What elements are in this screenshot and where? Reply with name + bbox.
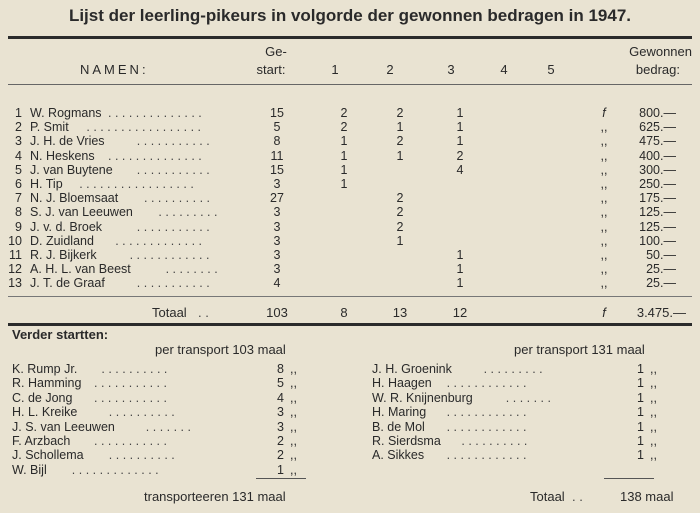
leader-dots: . . . . . . . . . . [108,448,175,463]
total-amount: 3.475.— [636,305,686,320]
amount-cell: 625.— [639,120,676,135]
start-count: 1 [637,362,644,376]
starter-name: C. de Jong [12,390,73,405]
starter-name: R. Sierdsma [372,434,441,448]
table-row [0,177,700,192]
gestart-cell: 3 [273,177,281,191]
col2-cell: 1 [396,120,404,135]
gestart-cell: 11 [270,148,284,163]
pikeur-name: J. T. de Graaf [30,276,105,291]
namen-header: NAMEN: [80,62,149,77]
gestart-cell: 5 [273,120,281,135]
col4-header: 4 [500,62,508,77]
leader-dots: . . . . . . . . . . [144,191,210,206]
start-count: 1 [637,448,644,463]
start-count: 1 [637,376,644,391]
list-item [0,448,700,463]
title-rule [8,36,692,39]
amount-cell: 250.— [639,177,676,191]
leader-dots: . . . . . . . . . . [108,405,175,420]
pikeur-name: S. J. van Leeuwen [30,205,133,220]
start-count: 1 [277,462,284,477]
col1-cell: 2 [340,120,348,135]
rank-number: 10 [8,233,22,248]
leader-dots: . . . . . . . . . . . . [446,376,527,391]
col3-cell: 1 [456,134,464,149]
table-row [0,248,700,263]
starter-name: B. de Mol [372,419,425,434]
col3-cell: 2 [456,148,464,163]
gewonnen-header-line1: Gewonnen [629,44,692,59]
leader-dots: . . . . . . . . . . . . . [115,233,203,248]
start-count: 8 [277,362,284,376]
ditto-mark: ,, [650,448,657,463]
leader-dots: . . . . . . . . . [483,362,543,376]
table-row [0,234,700,249]
left-footer: transporteeren 131 maal [144,489,286,504]
ditto-mark: ,, [290,405,297,420]
list-item [0,362,700,377]
amount-cell: 25.— [646,262,676,277]
total-dots: . . [198,305,209,320]
col2-cell: 1 [396,148,404,163]
table-row [0,106,700,121]
pikeur-name: W. Rogmans [30,106,102,120]
table-row [0,163,700,178]
total-gestart: 103 [266,305,288,320]
col3-cell: 1 [456,120,464,135]
page-title: Lijst der leerling-pikeurs in volgorde der gewonnen bedragen in 1947. [68,6,632,25]
starter-name: J. S. van Leeuwen [12,419,115,434]
currency-mark: ,, [600,148,608,163]
ditto-mark: ,, [290,448,297,463]
amount-cell: 25.— [646,276,676,291]
col1-header: 1 [331,62,339,77]
leader-dots: . . . . . . . . . . . [94,434,167,448]
amount-cell: 125.— [639,205,676,220]
amount-cell: 125.— [639,219,676,234]
total-currency: f [602,305,606,320]
starter-name: H. Maring [372,405,427,420]
start-count: 1 [637,405,644,420]
currency-mark: ,, [600,233,608,248]
currency-mark: f [602,106,606,120]
amount-cell: 800.— [639,106,676,120]
gestart-cell: 8 [273,134,281,149]
pikeur-name: H. Tip [30,177,63,191]
amount-cell: 175.— [639,191,676,206]
starter-name: A. Sikkes [372,448,425,463]
pikeur-name: J. v. d. Broek [30,219,103,234]
start-count: 2 [277,434,284,448]
ditto-mark: ,, [290,362,297,376]
pikeur-name: A. H. L. van Beest [30,262,131,277]
pikeur-name: R. J. Bijkerk [30,248,97,262]
ditto-mark: ,, [290,462,297,477]
gestart-cell: 15 [270,162,284,177]
gestart-cell: 15 [270,106,284,120]
start-count: 3 [277,405,284,420]
right-footer-dots: . . [572,489,583,504]
leader-dots: . . . . . . . . . . . [136,219,210,234]
starter-name: F. Arzbach [12,434,71,448]
leader-dots: . . . . . . . . . . . . [446,405,527,420]
starter-name: K. Rump Jr. [12,362,78,376]
ditto-mark: ,, [650,376,657,391]
leader-dots: . . . . . . . . . . . [94,376,167,391]
starter-name: H. L. Kreike [12,405,78,420]
starter-name: W. Bijl [12,462,47,477]
pikeur-name: J. H. de Vries [30,134,105,149]
currency-mark: ,, [600,276,608,291]
col3-header: 3 [447,62,455,77]
leader-dots: . . . . . . . . . . [101,362,168,376]
gestart-header-line2: start: [256,62,286,77]
rank-number: 5 [15,162,22,177]
ditto-mark: ,, [290,434,297,448]
leader-dots: . . . . . . . . . . . . . . . . . [79,177,194,191]
ditto-mark: ,, [290,376,297,391]
start-count: 2 [277,448,284,463]
pikeur-name: N. Heskens [30,148,95,163]
rank-number: 8 [15,205,22,220]
leader-dots: . . . . . . . . . . . [136,276,210,291]
amount-cell: 400.— [639,148,676,163]
rank-number: 12 [8,262,22,277]
table-row [0,149,700,164]
right-sum-rule [604,478,654,479]
col3-cell: 4 [456,162,464,177]
starter-name: R. Hamming [12,376,82,391]
leader-dots: . . . . . . . . . . . . [446,419,527,434]
total-rule-bottom [8,323,692,326]
start-count: 3 [277,419,284,434]
ditto-mark: ,, [650,405,657,420]
currency-mark: ,, [600,162,608,177]
leader-dots: . . . . . . . . . . . . . . . . . [86,120,201,135]
leader-dots: . . . . . . . . . [158,205,218,220]
start-count: 1 [637,434,644,448]
list-item [0,376,700,391]
leader-dots: . . . . . . . . . . . . . . [108,106,202,120]
currency-mark: ,, [600,191,608,206]
pikeur-name: J. van Buytene [30,162,113,177]
col3-cell: 1 [456,106,464,120]
currency-mark: ,, [600,248,608,262]
gestart-cell: 4 [273,276,281,291]
gestart-cell: 3 [273,262,281,277]
leader-dots: . . . . . . . . . . . . [446,448,527,463]
rank-number: 6 [15,177,22,191]
rank-number: 1 [15,106,22,120]
right-transport: per transport 131 maal [514,342,645,357]
start-count: 4 [277,390,284,405]
pikeur-name: P. Smit [30,120,69,135]
verder-heading: Verder startten: [12,327,109,342]
currency-mark: ,, [600,205,608,220]
col2-cell: 2 [396,205,404,220]
left-transport: per transport 103 maal [155,342,286,357]
table-row [0,120,700,135]
pikeur-name: N. J. Bloemsaat [30,191,119,206]
right-footer-value: 138 maal [620,489,674,504]
starter-name: H. Haagen [372,376,432,391]
table-row [0,220,700,235]
rank-number: 4 [15,148,22,163]
col1-cell: 2 [340,106,348,120]
ditto-mark: ,, [650,434,657,448]
currency-mark: ,, [600,134,608,149]
start-count: 5 [277,376,284,391]
total-label: Totaal [152,305,187,320]
currency-mark: ,, [600,219,608,234]
leader-dots: . . . . . . . [505,390,551,405]
col2-cell: 2 [396,191,404,206]
amount-cell: 50.— [646,248,676,262]
total-row [0,305,700,320]
gestart-cell: 3 [273,205,281,220]
ditto-mark: ,, [290,390,297,405]
col1-cell: 1 [340,148,348,163]
list-item [0,434,700,449]
table-row [0,276,700,291]
col2-header: 2 [386,62,394,77]
leader-dots: . . . . . . . . . . . [136,134,210,149]
rank-number: 7 [15,191,22,206]
total-col1: 8 [340,305,348,320]
rank-number: 11 [9,248,22,262]
amount-cell: 475.— [639,134,676,149]
gestart-cell: 3 [273,233,281,248]
ditto-mark: ,, [650,362,657,376]
gestart-cell: 3 [273,219,281,234]
currency-mark: ,, [600,120,608,135]
starter-name: W. R. Knijnenburg [372,390,473,405]
list-item [0,463,700,478]
ditto-mark: ,, [290,419,297,434]
header-rule [8,84,692,85]
col3-cell: 1 [456,262,464,277]
total-col2: 13 [392,305,408,320]
leader-dots: . . . . . . . [145,419,191,434]
total-rule-top [8,296,692,297]
pikeur-name: D. Zuidland [30,233,94,248]
ditto-mark: ,, [650,419,657,434]
start-count: 1 [637,419,644,434]
leader-dots: . . . . . . . . [165,262,218,277]
right-footer-label: Totaal [530,489,565,504]
table-row [0,262,700,277]
leader-dots: . . . . . . . . . . . . . . [108,148,202,163]
col1-cell: 1 [340,162,348,177]
leader-dots: . . . . . . . . . . . . [129,248,210,262]
leader-dots: . . . . . . . . . . [461,434,528,448]
col1-cell: 1 [340,134,348,149]
rank-number: 9 [15,219,22,234]
currency-mark: ,, [600,177,608,191]
table-row [0,191,700,206]
ditto-mark: ,, [650,390,657,405]
col2-cell: 2 [396,134,404,149]
col2-cell: 1 [396,233,404,248]
amount-cell: 300.— [639,162,676,177]
table-row [0,205,700,220]
list-item [0,420,700,435]
gestart-cell: 27 [270,191,284,206]
list-item [0,405,700,420]
rank-number: 13 [8,276,22,291]
starter-name: J. Schollema [12,448,84,463]
col2-cell: 2 [396,106,404,120]
total-col3: 12 [452,305,468,320]
table-row [0,134,700,149]
gewonnen-header-line2: bedrag: [635,62,680,77]
gestart-header-line1: Ge- [265,44,287,59]
currency-mark: ,, [600,262,608,277]
col5-header: 5 [547,62,555,77]
col3-cell: 1 [456,248,464,262]
start-count: 1 [637,390,644,405]
leader-dots: . . . . . . . . . . . [136,162,210,177]
rank-number: 2 [15,120,22,135]
leader-dots: . . . . . . . . . . . [94,390,167,405]
col2-cell: 2 [396,219,404,234]
left-sum-rule [256,478,306,479]
list-item [0,391,700,406]
gestart-cell: 3 [273,248,281,262]
leader-dots: . . . . . . . . . . . . . [71,462,159,477]
amount-cell: 100.— [639,233,676,248]
col3-cell: 1 [456,276,464,291]
rank-number: 3 [15,134,22,149]
col1-cell: 1 [340,177,348,191]
starter-name: J. H. Groenink [372,362,452,376]
